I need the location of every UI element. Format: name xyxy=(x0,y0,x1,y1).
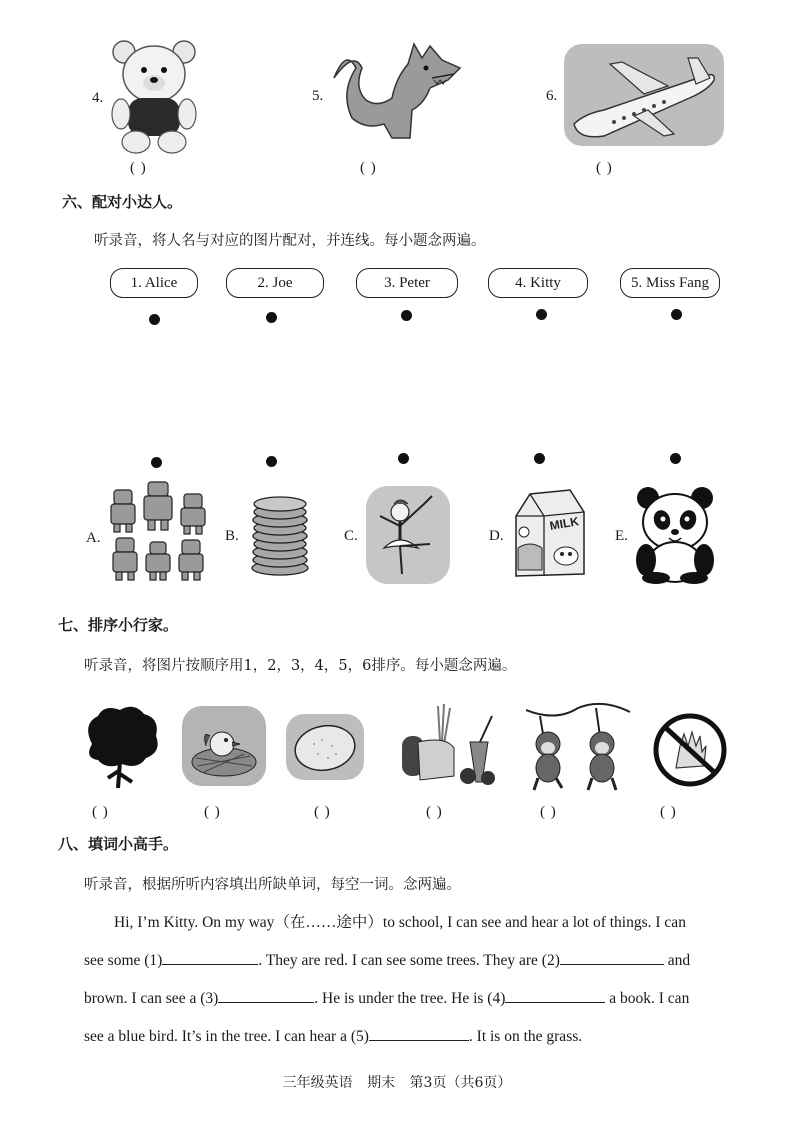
passage-line-4 xyxy=(84,1018,734,1056)
passage-text: and xyxy=(663,952,691,969)
connect-dot-name-2[interactable] xyxy=(266,312,277,323)
monkeys-image xyxy=(526,700,630,796)
name-box-peter: 3. Peter xyxy=(356,268,458,298)
order-parenthesis-5[interactable]: ( ) xyxy=(540,804,557,820)
blank-1[interactable] xyxy=(162,950,258,965)
picture-d-letter: D. xyxy=(489,528,504,544)
wolf-image xyxy=(326,38,466,154)
connect-dot-name-4[interactable] xyxy=(536,309,547,320)
passage-line-2 xyxy=(84,942,734,980)
milk-label: MILK xyxy=(548,514,580,534)
name-box-kitty: 4. Kitty xyxy=(488,268,588,298)
passage-line-3 xyxy=(84,980,734,1018)
picture-e-letter: E. xyxy=(615,528,628,544)
connect-dot-picture-b[interactable] xyxy=(266,456,277,467)
section-6-title: 六、配对小达人。 xyxy=(62,193,183,211)
passage-text: see a blue bird. It’s in the tree. I can hear a (5) xyxy=(84,1028,369,1045)
connect-dot-name-5[interactable] xyxy=(671,309,682,320)
item-5-number: 5. xyxy=(312,88,324,104)
order-parenthesis-1[interactable]: ( ) xyxy=(92,804,109,820)
section-7-title: 七、排序小行家。 xyxy=(58,616,179,634)
connect-dot-name-3[interactable] xyxy=(401,310,412,321)
item-6-number: 6. xyxy=(546,88,558,104)
blank-3[interactable] xyxy=(218,988,314,1003)
blank-4[interactable] xyxy=(505,988,605,1003)
connect-dot-picture-a[interactable] xyxy=(151,457,162,468)
picture-b-letter: B. xyxy=(225,528,239,544)
section-8-title: 八、填词小高手。 xyxy=(58,835,179,853)
blank-5[interactable] xyxy=(369,1026,469,1041)
passage-text: see some (1) xyxy=(84,952,163,969)
teddy-bear-image xyxy=(108,38,200,160)
milk-carton-image xyxy=(510,486,590,584)
connect-dot-picture-e[interactable] xyxy=(670,453,681,464)
picture-c-letter: C. xyxy=(344,528,358,544)
answer-parenthesis-6[interactable]: ( ) xyxy=(596,160,613,176)
passage-text: . They are red. I can see some trees. They are (2) xyxy=(258,952,560,969)
answer-parenthesis-4[interactable]: ( ) xyxy=(130,160,147,176)
passage-line-1: Hi, I’m Kitty. On my way（在……途中）to school, I can see and hear a lot of things. I can xyxy=(114,914,686,931)
answer-parenthesis-5[interactable]: ( ) xyxy=(360,160,377,176)
section-6-instruction: 听录音，将人名与对应的图片配对，并连线。每小题念两遍。 xyxy=(94,233,486,249)
passage-text: brown. I can see a (3) xyxy=(84,990,219,1007)
name-box-miss-fang: 5. Miss Fang xyxy=(620,268,720,298)
order-parenthesis-2[interactable]: ( ) xyxy=(204,804,221,820)
pancakes-image xyxy=(250,492,310,580)
no-touching-sign-image xyxy=(650,710,730,794)
tree-image xyxy=(82,704,162,794)
item-4-number: 4. xyxy=(92,90,104,106)
fill-in-passage xyxy=(84,904,734,1056)
passage-text: . He is under the tree. He is (4) xyxy=(314,990,506,1007)
bird-in-nest-image xyxy=(182,706,266,790)
name-box-alice: 1. Alice xyxy=(110,268,198,298)
airplane-image xyxy=(564,44,724,150)
name-box-joe: 2. Joe xyxy=(226,268,324,298)
passage-text: . It is on the grass. xyxy=(468,1028,583,1045)
lemon-image xyxy=(286,714,364,784)
order-parenthesis-4[interactable]: ( ) xyxy=(426,804,443,820)
connect-dot-name-1[interactable] xyxy=(149,314,160,325)
bread-and-drink-image xyxy=(396,702,498,792)
connect-dot-picture-d[interactable] xyxy=(534,453,545,464)
ballet-dancer-image xyxy=(366,486,450,588)
panda-image xyxy=(632,484,718,588)
connect-dot-picture-c[interactable] xyxy=(398,453,409,464)
passage-text: a book. I can xyxy=(605,990,690,1007)
section-8-instruction: 听录音，根据所听内容填出所缺单词，每空一词。念两遍。 xyxy=(84,877,461,893)
picture-a-letter: A. xyxy=(86,530,101,546)
order-parenthesis-6[interactable]: ( ) xyxy=(660,804,677,820)
order-parenthesis-3[interactable]: ( ) xyxy=(314,804,331,820)
robots-image xyxy=(104,480,212,588)
section-7-instruction: 听录音，将图片按顺序用1，2，3，4，5，6排序。每小题念两遍。 xyxy=(84,658,517,674)
blank-2[interactable] xyxy=(560,950,664,965)
page-footer: 三年级英语 期末 第3页（共6页） xyxy=(282,1075,512,1091)
